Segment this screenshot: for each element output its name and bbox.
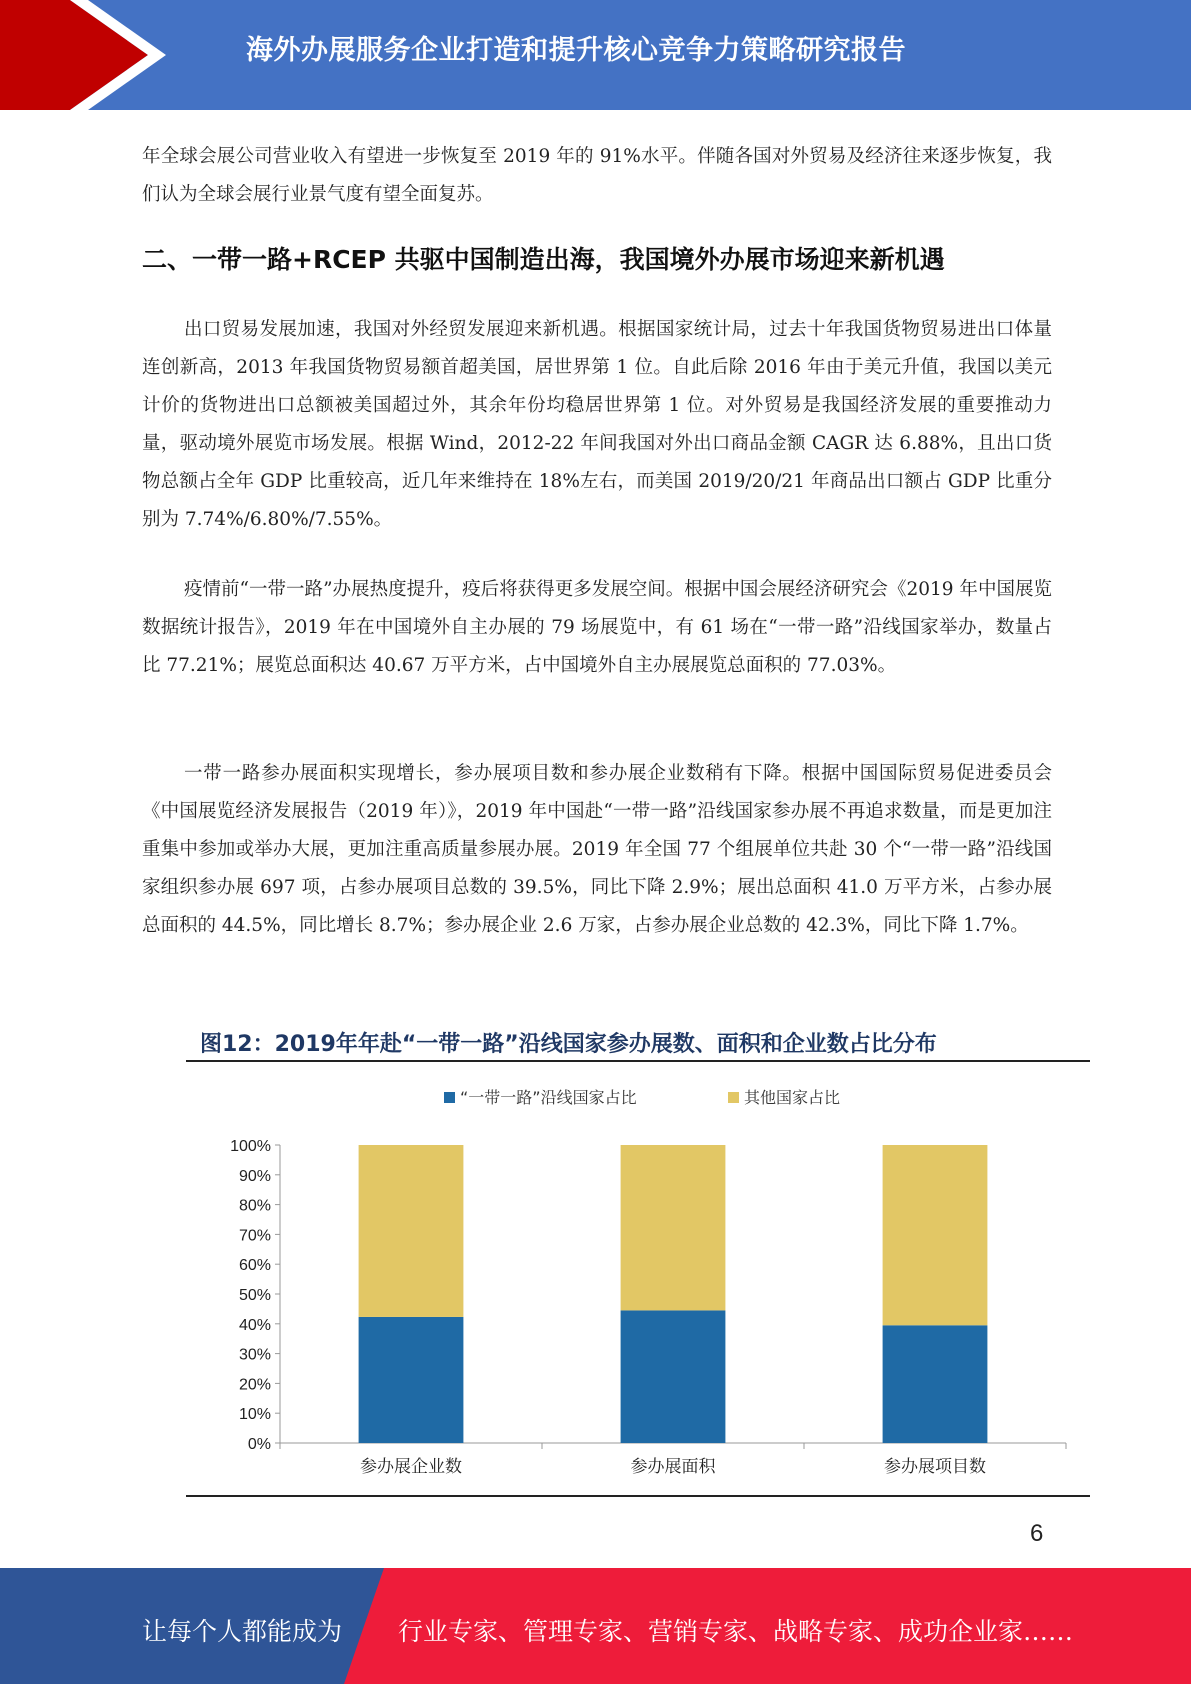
paragraph-trade: 出口贸易发展加速，我国对外经贸发展迎来新机遇。根据国家统计局，过去十年我国货物贸易进出口体量连创新高，2013 年我国货物贸易额首超美国，居世界第 1 位。自此后除 2016 年由于美元升值，我国以美元计价的货物进出口总额被美国超过外，其余年份均稳居世界第 1 位。对外贸易是我国经济发展的重要推动力量，驱动境外展览市场发展。根据 Wind，2012-22 年间我国对外出口商品金额 CAGR 达 6.88%，且出口货物总额占全年 GDP 比重较高，近几年来维持在 18%左右，而美国 2019/20/21 年商品出口额占 GDP 比重分别为 7.74%/6.80%/7.55%。 [142,319,1052,530]
page-header [0,0,1191,110]
footer-slogan-left: 让每个人都能成为 [142,1617,343,1646]
y-tick-label: 60% [238,1257,271,1275]
legend-swatch [444,1092,455,1103]
page-footer [0,1568,1191,1684]
y-tick-label: 80% [238,1197,271,1215]
y-tick-label: 20% [238,1376,271,1394]
x-category-label: 参办展面积 [630,1457,716,1477]
header-title: 海外办展服务企业打造和提升核心竞争力策略研究报告 [246,35,906,66]
legend-label: 其他国家占比 [744,1088,841,1107]
bar-segment [883,1325,988,1443]
paragraph-intro: 年全球会展公司营业收入有望进一步恢复至 2019 年的 91%水平。伴随各国对外贸易及经济往来逐步恢复，我们认为全球会展行业景气度有望全面复苏。 [142,146,1052,205]
paragraph-belt-road-participation: 一带一路参办展面积实现增长，参办展项目数和参办展企业数稍有下降。根据中国国际贸易促进委员会《中国展览经济发展报告（2019 年）》，2019 年中国赴“一带一路”沿线国家参办展不再追求数量，而是更加注重集中参加或举办大展，更加注重高质量参展办展。2019 年全国 77 个组展单位共赴 30 个“一带一路”沿线国家组织参办展 697 项，占参办展项目总数的 39.5%，同比下降 2.9%；展出总面积 41.0 万平方米，占参办展总面积的 44.5%，同比增长 8.7%；参办展企业 2.6 万家，占参办展企业总数的 42.3%，同比下降 1.7%。 [142,763,1052,936]
y-tick-label: 70% [238,1227,271,1245]
y-tick-label: 40% [238,1316,271,1334]
legend-swatch [728,1092,739,1103]
bar-segment [621,1145,726,1310]
section-heading: 二、一带一路+RCEP 共驱中国制造出海，我国境外办展市场迎来新机遇 [142,245,945,274]
paragraph-belt-road-exhibitions: 疫情前“一带一路”办展热度提升，疫后将获得更多发展空间。根据中国会展经济研究会《2019 年中国展览数据统计报告》，2019 年在中国境外自主办展的 79 场展览中，有 61 场在“一带一路”沿线国家举办，数量占比 77.21%；展览总面积达 40.67 万平方米，占中国境外自主办展展览总面积的 77.03%。 [142,579,1052,676]
bar-segment [359,1317,464,1443]
bar-segment [621,1310,726,1443]
header-chevron-red [0,0,148,110]
page-number: 6 [1030,1520,1044,1547]
y-tick-label: 0% [247,1436,271,1453]
x-category-label: 参办展企业数 [360,1457,462,1477]
figure-title: 图12：2019年年赴“一带一路”沿线国家参办展数、面积和企业数占比分布 [200,1032,937,1057]
legend-label: “一带一路”沿线国家占比 [460,1088,637,1107]
bar-segment [359,1145,464,1317]
figure-top-rule [186,1060,1090,1062]
y-tick-label: 90% [238,1167,271,1185]
y-tick-label: 10% [238,1406,271,1424]
stacked-bar-chart [186,1080,1090,1490]
y-tick-label: 30% [238,1346,271,1364]
figure-bottom-rule [186,1495,1090,1497]
footer-slogan-right: 行业专家、管理专家、营销专家、战略专家、成功企业家…… [398,1617,1074,1646]
y-tick-label: 100% [230,1138,271,1155]
y-tick-label: 50% [238,1287,271,1304]
bar-segment [883,1145,988,1325]
x-category-label: 参办展项目数 [884,1457,986,1477]
